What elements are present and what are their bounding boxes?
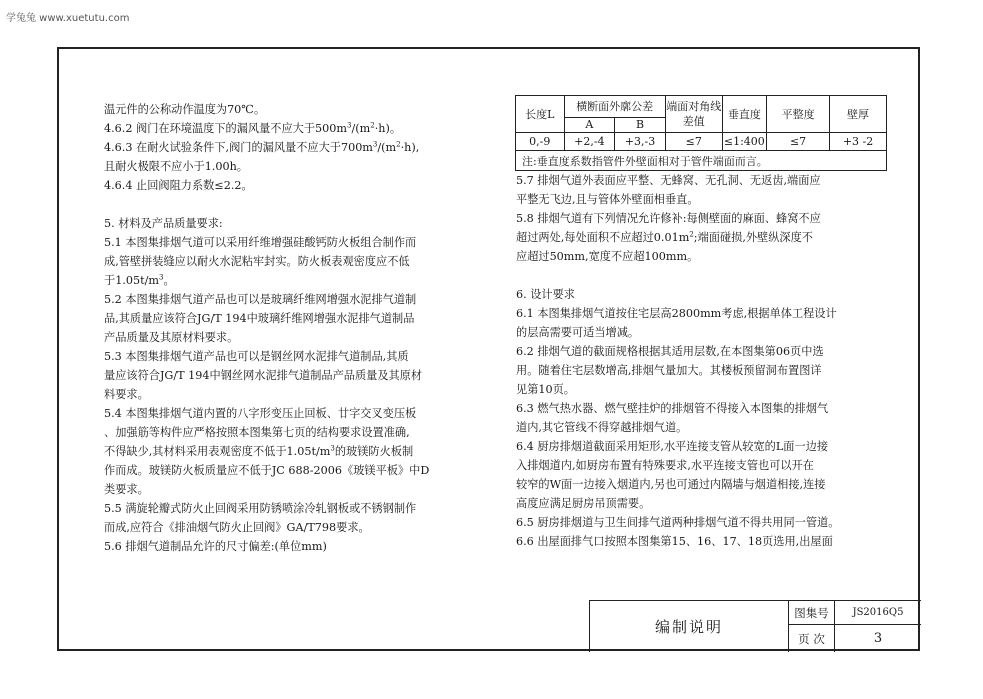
table-cell: ≤7 (767, 132, 830, 150)
page-number-value: 3 (834, 625, 921, 652)
atlas-number-label: 图集号 (788, 601, 834, 625)
text-line: 4.6.3 在耐火试验条件下,阀门的漏风量不应大于$700m^3/(m^2\cdot h)$, (104, 140, 420, 154)
table-row (516, 132, 887, 150)
text-line: 类要求。 (104, 483, 149, 496)
title-block (589, 600, 921, 652)
right-column (516, 171, 896, 551)
text-line: 6.5 厨房排烟道与卫生间排气道两种排烟气道不得共用同一管道。 (516, 516, 840, 529)
table-cell: ≤7 (665, 132, 722, 150)
table-header: A (564, 117, 615, 132)
table-cell: 0,-9 (516, 132, 565, 150)
text-line: 入排烟道内,如厨房布置有特殊要求,水平连接支管也可以开在 (516, 459, 814, 472)
table-cell: +3 -2 (830, 132, 887, 150)
text-line: 温元件的公称动作温度为70℃。 (104, 103, 266, 116)
text-line: 6.6 出屋面排气口按照本图集第15、16、17、18页选用,出屋面 (516, 535, 833, 548)
text-line: 见第10页。 (516, 383, 575, 396)
text-line: 产品质量及其原材料要求。 (104, 331, 239, 344)
text-line: 应超过50mm,宽度不应超100mm。 (516, 250, 699, 263)
table-header: 横断面外廓公差 (564, 96, 665, 118)
drawing-title: 编制说明 (654, 618, 723, 636)
text-line: 4.6.4 止回阀阻力系数≤2.2。 (104, 179, 253, 192)
text-line: 6.1 本图集排烟气道按住宅层高2800mm考虑,根据单体工程设计 (516, 307, 837, 320)
table-note: 注:垂直度系数指管件外壁面相对于管件端面而言。 (516, 151, 887, 171)
text-line: 超过两处,每处面积不应超过$0.01m^2$;端面碰损,外壁纵深度不 (516, 230, 813, 244)
text-line: 用。随着住宅层数增高,排烟气量加大。其楼板预留洞布置图详 (516, 364, 822, 377)
text-line: 5.3 本图集排烟气道产品也可以是钢丝网水泥排气道制品,其质 (104, 350, 409, 363)
text-line: 5.4 本图集排烟气道内置的八字形变压止回板、廿字交叉变压板 (104, 407, 417, 420)
text-line: 作而成。玻镁防火板质量应不低于JC 688-2006《玻镁平板》中D (104, 464, 430, 477)
text-line: 平整无飞边,且与管体外壁面相垂直。 (516, 193, 699, 206)
text-line: 道内,其它管线不得穿越排烟气道。 (516, 421, 688, 434)
watermark: 学兔兔 www.xuetutu.com (6, 13, 130, 24)
table-header: 平整度 (767, 96, 830, 133)
text-line: 且耐火极限不应小于1.00h。 (104, 160, 248, 173)
text-line: 6.2 排烟气道的截面规格根据其适用层数,在本图集第06页中选 (516, 345, 824, 358)
table-header: B (615, 117, 666, 132)
table-header: 垂直度 (722, 96, 766, 133)
table-cell: ≤1:400 (722, 132, 766, 150)
text-line: 5.1 本图集排烟气道可以采用纤维增强硅酸钙防火板组合制作而 (104, 236, 417, 249)
text-line: 5.2 本图集排烟气道产品也可以是玻璃纤维网增强水泥排气道制 (104, 293, 417, 306)
text-line: 5.7 排烟气道外表面应平整、无蜂窝、无孔洞、无返齿,端面应 (516, 174, 821, 187)
text-line: 、加强筋等构件应严格按照本图集第七页的结构要求设置准确, (104, 426, 410, 439)
table-header: 长度L (516, 96, 565, 133)
text-line: 较窄的W面一边接入烟道内,另也可通过内隔墙与烟道相接,连接 (516, 478, 826, 491)
text-line: 品,其质量应该符合JG/T 194中玻璃纤维网增强水泥排气道制品 (104, 312, 415, 325)
text-line: 6.4 厨房排烟道截面采用矩形,水平连接支管从较宽的L面一边接 (516, 440, 829, 453)
text-line: 成,管壁拼装缝应以耐火水泥粘牢封实。防火板表观密度应不低 (104, 255, 410, 268)
text-line: 于$1.05t/m^3$。 (104, 273, 175, 287)
section-heading: 6. 设计要求 (516, 288, 575, 301)
page-number-label: 页 次 (788, 625, 834, 652)
table-header: 端面对角线差值 (665, 96, 722, 133)
text-line: 6.3 燃气热水器、燃气壁挂炉的排烟管不得接入本图集的排烟气 (516, 402, 829, 415)
text-line: 料要求。 (104, 388, 149, 401)
left-column (104, 100, 504, 556)
text-line: 而成,应符合《排油烟气防火止回阀》GA/T798要求。 (104, 521, 370, 534)
text-line: 5.8 排烟气道有下列情况允许修补:每侧壁面的麻面、蜂窝不应 (516, 212, 821, 225)
table-header: 壁厚 (830, 96, 887, 133)
atlas-number-value: JS2016Q5 (834, 601, 921, 625)
text-line: 的层高需要可适当增减。 (516, 326, 640, 339)
text-line: 不得缺少,其材料采用表观密度不低于$1.05t/m^3$的玻镁防火板制 (104, 444, 414, 458)
text-line: 5.6 排烟气道制品允许的尺寸偏差:(单位mm) (104, 540, 327, 553)
section-heading: 5. 材料及产品质量要求: (104, 217, 223, 230)
text-line: 高度应满足厨房吊顶需要。 (516, 497, 651, 510)
tolerance-table (515, 95, 887, 171)
table-cell: +3,-3 (615, 132, 666, 150)
text-line: 量应该符合JG/T 194中钢丝网水泥排气道制品产品质量及其原材 (104, 369, 423, 382)
text-line: 4.6.2 阀门在环境温度下的漏风量不应大于$500m^3/(m^2\cdot h)$。 (104, 121, 402, 135)
table-cell: +2,-4 (564, 132, 615, 150)
text-line: 5.5 满旋轮瓣式防火止回阀采用防锈喷涂冷轧钢板或不锈钢制作 (104, 502, 417, 515)
